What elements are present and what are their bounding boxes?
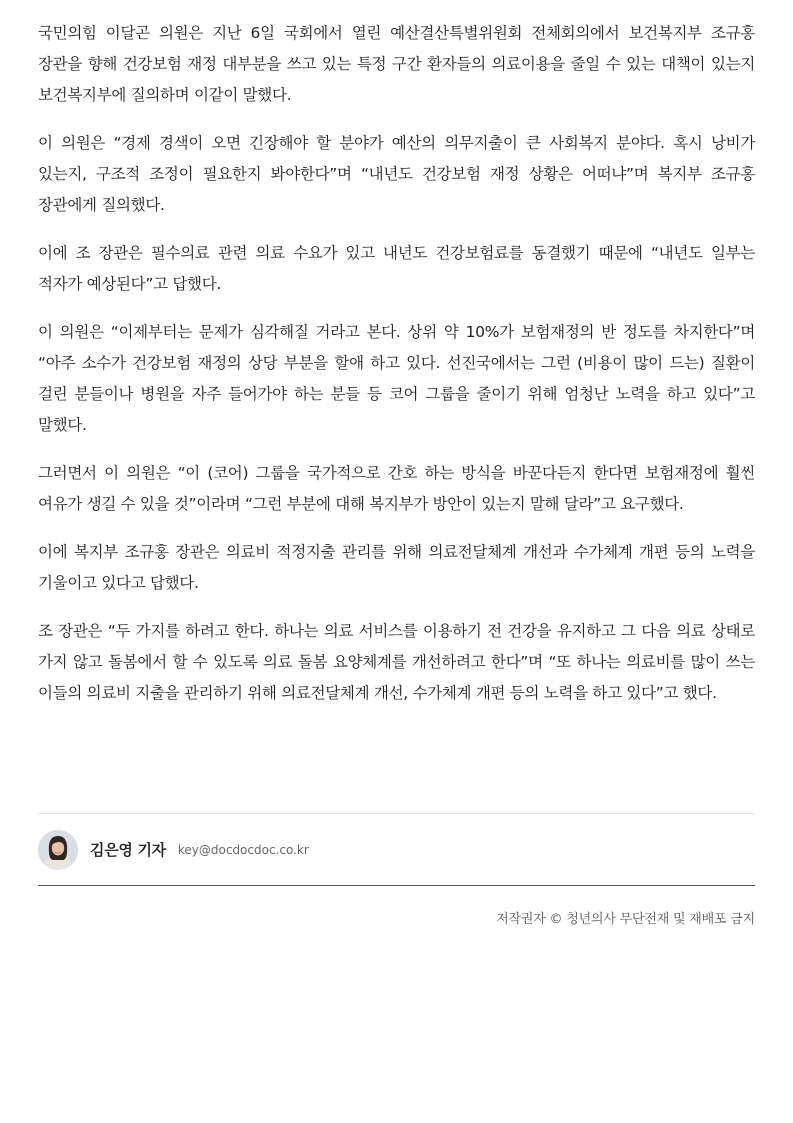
article-paragraph-5: 그러면서 이 의원은 “이 (코어) 그룹을 국가적으로 간호 하는 방식을 바꾼다든지 한다면 보험재정에 훨씬 여유가 생길 수 있을 것”이라며 “그런 부분에 대해 복지부가 방안이 있는지 말해 달라”고 요구했다. [38,464,755,513]
reporter-byline [38,813,755,886]
article-paragraph-2: 이 의원은 “경제 경색이 오면 긴장해야 할 분야가 예산의 의무지출이 큰 사회복지 분야다. 혹시 낭비가 있는지, 구조적 조정이 필요한지 봐야한다”며 “내년도 건강보험 재정 상황은 어떠냐”며 복지부 조규홍 장관에게 질의했다. [38,134,755,214]
article-paragraph-6: 이에 복지부 조규홍 장관은 의료비 적정지출 관리를 위해 의료전달체계 개선과 수가체계 개편 등의 노력을 기울이고 있다고 답했다. [38,543,755,592]
copyright-notice: 저작권자 © 청년의사 무단전재 및 재배포 금지 [496,912,755,927]
article-paragraph-7: 조 장관은 “두 가지를 하려고 한다. 하나는 의료 서비스를 이용하기 전 건강을 유지하고 그 다음 의료 상태로 가지 않고 돌봄에서 할 수 있도록 의료 돌봄 요양체계를 개선하려고 한다”며 “또 하나는 의료비를 많이 쓰는 이들의 의료비 지출을 관리하기 위해 의료전달체계 개선, 수가체계 개편 등의 노력을 하고 있다”고 했다. [38,622,755,702]
article-paragraph-1: 국민의힘 이달곤 의원은 지난 6일 국회에서 열린 예산결산특별위원회 전체회의에서 보건복지부 조규홍 장관을 향해 건강보험 재정 대부분을 쓰고 있는 특정 구간 환자들의 의료이용을 줄일 수 있는 대책이 있는지 보건복지부에 질의하며 이같이 말했다. [38,24,755,104]
reporter-email-link[interactable]: key@docdocdoc.co.kr [177,842,309,857]
reporter-name[interactable]: 김은영 기자 [90,841,166,859]
article-body [38,18,755,726]
article-paragraph-4: 이 의원은 “이제부터는 문제가 심각해질 거라고 본다. 상위 약 10%가 보험재정의 반 정도를 차지한다”며 “아주 소수가 건강보험 재정의 상당 부분을 할애 하고 있다. 선진국에서는 그런 (비용이 많이 드는) 질환이 걸린 분들이나 병원을 자주 들어가야 하는 분들 등 코어 그룹을 줄이기 위해 엄청난 노력을 하고 있다”고 말했다. [38,323,755,434]
article-paragraph-3: 이에 조 장관은 필수의료 관련 의료 수요가 있고 내년도 건강보험료를 동결했기 때문에 “내년도 일부는 적자가 예상된다”고 답했다. [38,244,755,293]
reporter-avatar-icon [38,830,78,870]
